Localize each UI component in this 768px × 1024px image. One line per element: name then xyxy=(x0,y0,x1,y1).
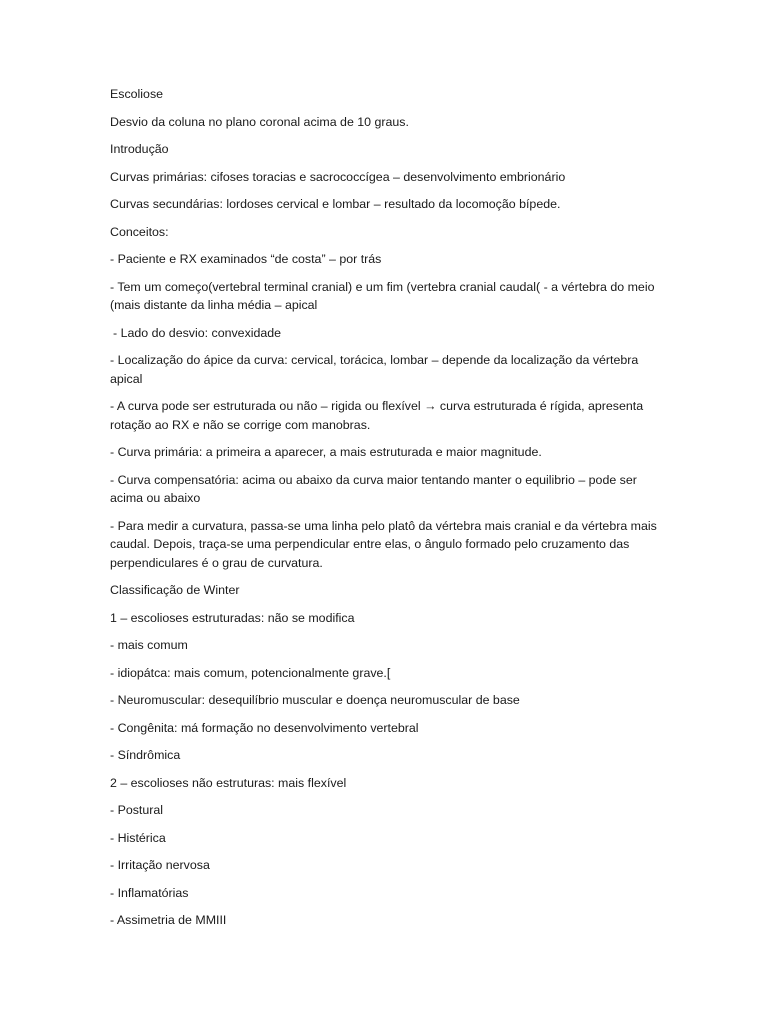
definition-paragraph: Desvio da coluna no plano coronal acima de 10 graus. xyxy=(110,114,409,129)
paragraph-curvas-primarias: Curvas primárias: cifoses toracias e sacrococcígea – desenvolvimento embrionário xyxy=(110,169,566,184)
section-heading-classificacao-winter: Classificação de Winter xyxy=(110,583,240,597)
list-item-postural: - Postural xyxy=(110,803,164,817)
list-item-curva-primaria: - Curva primária: a primeira a aparecer, a mais estruturada e maior magnitude. xyxy=(110,445,542,459)
section-heading-introducao: Introdução xyxy=(110,142,169,156)
list-item-sindromica: - Síndrômica xyxy=(110,748,181,762)
list-item-comeco-fim: - Tem um começo(vertebral terminal cranial) e um fim (vertebra cranial caudal( - a vértebra do meio (mais distante da linha média – apical xyxy=(110,279,655,312)
list-item-idiopatica: - idiopátca: mais comum, potencionalmente grave.[ xyxy=(110,665,391,680)
list-item-congenita: - Congênita: má formação no desenvolvimento vertebral xyxy=(110,720,419,735)
list-item-paciente-rx: - Paciente e RX examinados “de costa” – por trás xyxy=(110,252,382,266)
list-item-inflamatorias: - Inflamatórias xyxy=(110,885,189,900)
list-item-mais-comum: - mais comum xyxy=(110,638,188,652)
list-item-assimetria-mmiii: - Assimetria de MMIII xyxy=(110,913,227,927)
document-body xyxy=(110,85,660,939)
list-item-neuromuscular: - Neuromuscular: desequilíbrio muscular e doença neuromuscular de base xyxy=(110,693,520,707)
section-heading-conceitos: Conceitos: xyxy=(110,224,169,239)
list-item-lado-desvio: - Lado do desvio: convexidade xyxy=(113,325,282,340)
list-item-curva-estruturada: - A curva pode ser estruturada ou não – rigida ou flexível → curva estruturada é rígida, apresenta rotação ao RX e não se corrige com manobras. xyxy=(110,399,644,432)
list-item-escolioses-nao-estruturas: 2 – escolioses não estruturas: mais flexível xyxy=(110,775,347,790)
list-item-localizacao-apice: - Localização do ápice da curva: cervical, torácica, lombar – depende da localização da vértebra apical xyxy=(110,353,639,386)
list-item-escolioses-estruturadas: 1 – escolioses estruturadas: não se modifica xyxy=(110,610,355,625)
list-item-histerica: - Histérica xyxy=(110,830,166,845)
document-title: Escoliose xyxy=(110,87,164,101)
list-item-medir-curvatura: - Para medir a curvatura, passa-se uma linha pelo platô da vértebra mais cranial e da vértebra mais caudal. Depois, traça-se uma perpendicular entre elas, o ângulo formado pelo cruzamento das perpendiculares é o grau de curvatura. xyxy=(110,518,657,570)
list-item-curva-compensatoria: - Curva compensatória: acima ou abaixo da curva maior tentando manter o equilibrio – pode ser acima ou abaixo xyxy=(110,472,637,505)
paragraph-curvas-secundarias: Curvas secundárias: lordoses cervical e lombar – resultado da locomoção bípede. xyxy=(110,197,561,211)
list-item-irritacao-nervosa: - Irritação nervosa xyxy=(110,858,210,872)
